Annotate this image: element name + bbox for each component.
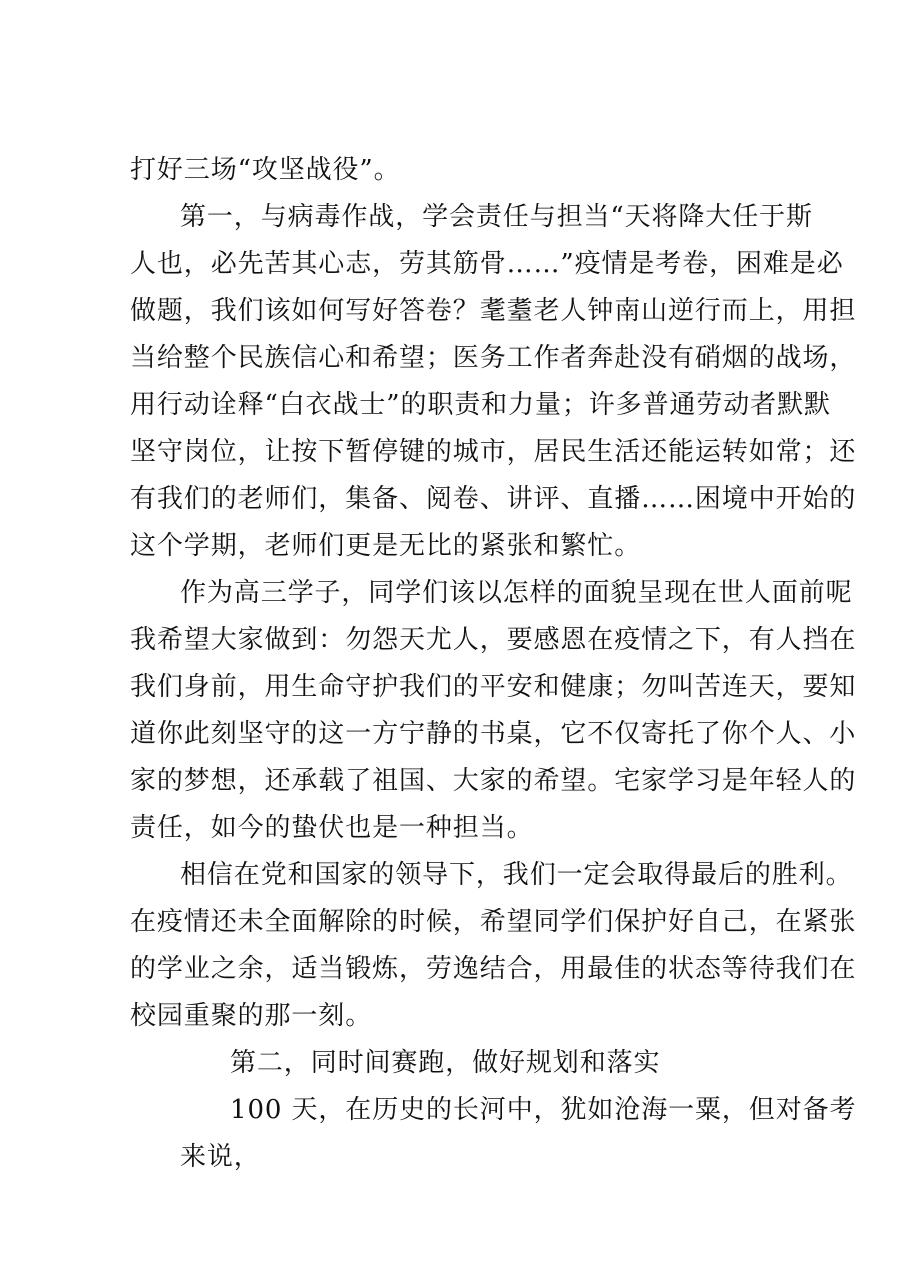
text-line-9: 这个学期，老师们更是无比的紧张和繁忙。 [130, 531, 642, 561]
text-line-21: 100 天，在历史的长河中，犹如沧海一粟，但对备考 [230, 1095, 857, 1125]
text-line-18: 的学业之余，适当锻炼，劳逸结合，用最佳的状态等待我们在 [130, 954, 857, 984]
text-line-10: 作为高三学子，同学们该以怎样的面貌呈现在世人面前呢 [180, 578, 853, 608]
text-line-19: 校园重聚的那一刻。 [130, 1001, 373, 1031]
text-line-22: 来说， [180, 1142, 261, 1172]
text-line-3: 人也，必先苦其心志，劳其筋骨……”疫情是考卷，困难是必 [130, 249, 844, 279]
text-line-17: 在疫情还未全面解除的时候，希望同学们保护好自己，在紧张 [130, 907, 857, 937]
text-line-11: 我希望大家做到：勿怨天尤人，要感恩在疫情之下，有人挡在 [130, 625, 857, 655]
text-line-16: 相信在党和国家的领导下，我们一定会取得最后的胜利。 [180, 860, 853, 890]
text-line-14: 家的梦想，还承载了祖国、大家的希望。宅家学习是年轻人的 [130, 766, 857, 796]
section-heading: 第二，同时间赛跑，做好规划和落实 [230, 1048, 661, 1078]
text-line-15: 责任，如今的蛰伏也是一种担当。 [130, 813, 534, 843]
text-line-5: 当给整个民族信心和希望；医务工作者奔赴没有硝烟的战场， [130, 343, 857, 373]
text-line-7: 坚守岗位，让按下暂停键的城市，居民生活还能运转如常；还 [130, 437, 857, 467]
text-line-6: 用行动诠释“白衣战士”的职责和力量；许多普通劳动者默默 [130, 390, 831, 420]
text-line-8: 有我们的老师们，集备、阅卷、讲评、直播……困境中开始的 [130, 484, 857, 514]
text-line-1: 打好三场“攻坚战役”。 [130, 155, 401, 185]
text-line-2: 第一，与病毒作战，学会责任与担当“天将降大任于斯 [180, 202, 813, 232]
text-line-12: 我们身前，用生命守护我们的平安和健康；勿叫苦连天，要知 [130, 672, 857, 702]
text-line-13: 道你此刻坚守的这一方宁静的书桌，它不仅寄托了你个人、小 [130, 719, 857, 749]
text-line-4: 做题，我们该如何写好答卷？耄耋老人钟南山逆行而上，用担 [130, 296, 857, 326]
